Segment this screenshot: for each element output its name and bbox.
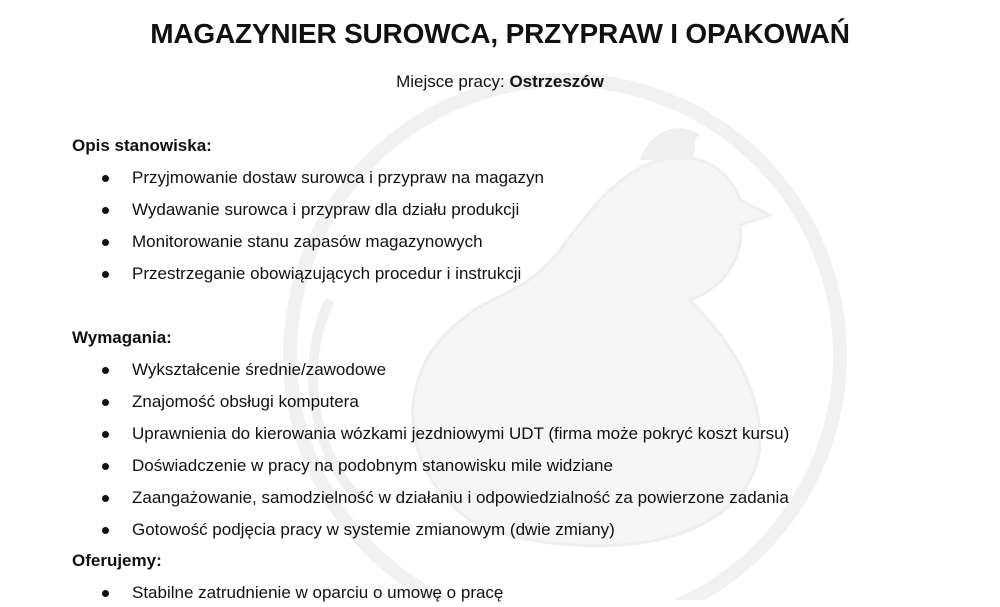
bullet-icon xyxy=(102,207,109,214)
bullet-icon xyxy=(102,495,109,502)
list-item-text: Znajomość obsługi komputera xyxy=(132,392,359,411)
bullet-icon xyxy=(102,271,109,278)
list-item-text: Stabilne zatrudnienie w oparciu o umowę o pracę xyxy=(132,583,504,602)
list-item-text: Doświadczenie w pracy na podobnym stanowisku mile widziane xyxy=(132,456,613,475)
list-item-text: Wydawanie surowca i przypraw dla działu produkcji xyxy=(132,200,520,219)
list-item-text: Przestrzeganie obowiązujących procedur i instrukcji xyxy=(132,264,522,283)
section-heading-we-offer: Oferujemy: xyxy=(72,551,162,570)
bullet-icon xyxy=(102,239,109,246)
bullet-icon xyxy=(102,399,109,406)
section-heading-requirements: Wymagania: xyxy=(72,328,172,347)
list-item-text: Monitorowanie stanu zapasów magazynowych xyxy=(132,232,483,251)
bullet-icon xyxy=(102,590,109,597)
work-location xyxy=(0,72,1000,92)
page-title: MAGAZYNIER SUROWCA, PRZYPRAW I OPAKOWAŃ xyxy=(150,18,850,49)
section-heading-job-description: Opis stanowiska: xyxy=(72,136,212,155)
work-location-label: Miejsce pracy: xyxy=(396,72,505,91)
list-item-text: Przyjmowanie dostaw surowca i przypraw na magazyn xyxy=(132,168,544,187)
list-item-text: Gotowość podjęcia pracy w systemie zmianowym (dwie zmiany) xyxy=(132,520,615,539)
work-location-value: Ostrzeszów xyxy=(509,72,604,91)
list-item-text: Uprawnienia do kierowania wózkami jezdniowymi UDT (firma może pokryć koszt kursu) xyxy=(132,424,790,443)
bullet-icon xyxy=(102,527,109,534)
bullet-icon xyxy=(102,367,109,374)
list-item-text: Wykształcenie średnie/zawodowe xyxy=(132,360,387,379)
list-item-text: Zaangażowanie, samodzielność w działaniu i odpowiedzialność za powierzone zadania xyxy=(132,488,789,507)
bullet-icon xyxy=(102,463,109,470)
bullet-icon xyxy=(102,431,109,438)
bullet-icon xyxy=(102,175,109,182)
